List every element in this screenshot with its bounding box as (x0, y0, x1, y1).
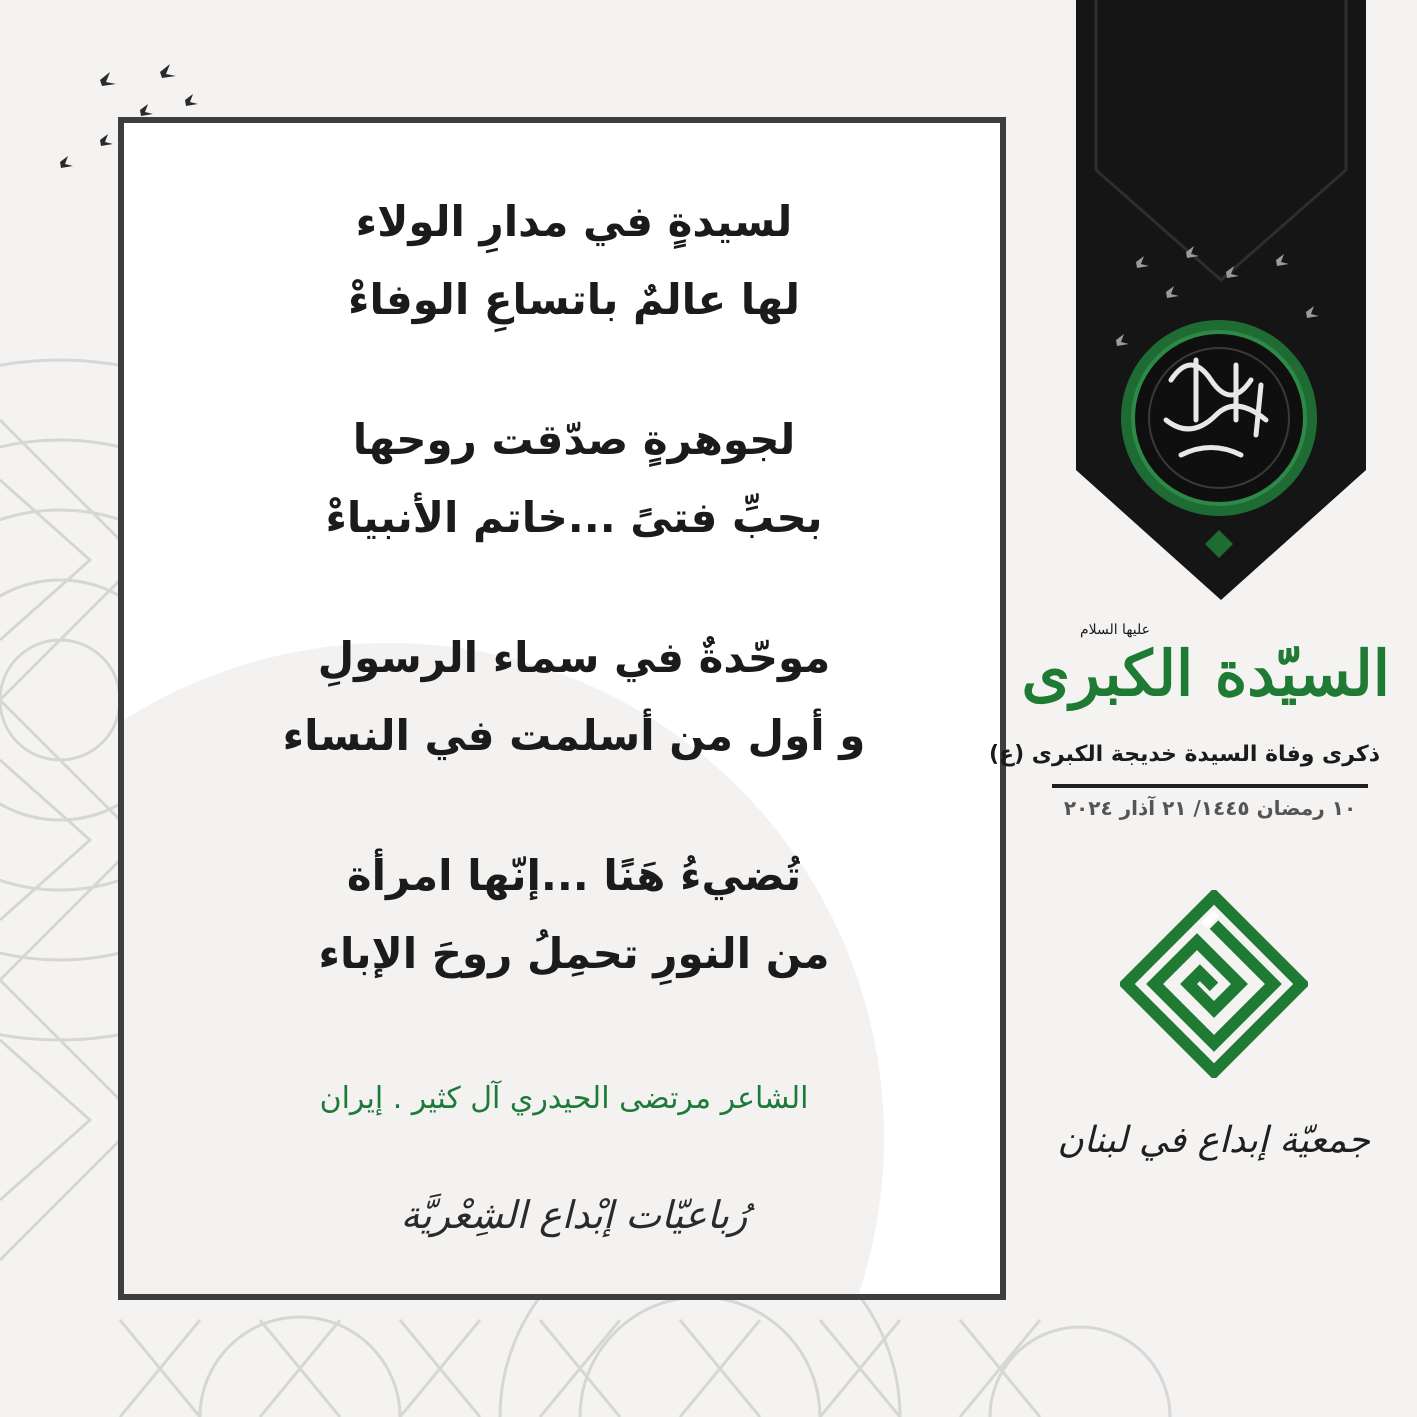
divider (1052, 784, 1368, 788)
kufic-square-logo-icon (1120, 890, 1308, 1078)
stanza-1 (124, 183, 1006, 339)
verse: و أول من أسلمت في النساء (282, 711, 866, 760)
mourning-banner (1076, 0, 1366, 605)
verse: لجوهرةٍ صدّقت روحها (352, 415, 796, 464)
verse: موحّدةٌ في سماء الرسولِ (317, 633, 831, 682)
verse: تُضيءُ هَنًا ...إنّها امرأة (346, 851, 802, 900)
event-title: السيّدة الكبرى (1021, 637, 1390, 710)
honorific: عليها السلام (1079, 622, 1150, 638)
series-title: رُباعيّات إبْداع الشِعْريَّة (400, 1193, 748, 1237)
verse: بحبِّ فتىً ...خاتم الأنبياءْ (325, 493, 823, 542)
verse: لها عالمٌ باتساعِ الوفاءْ (347, 275, 801, 324)
poem (124, 183, 1006, 1055)
stanza-4 (124, 837, 1006, 993)
verse: من النورِ تحمِلُ روحَ الإباء (318, 929, 830, 978)
stanza-3 (124, 619, 1006, 775)
stanza-2 (124, 401, 1006, 557)
poem-card (118, 117, 1006, 1300)
event-title-block (1021, 622, 1390, 720)
event-date: ١٠ رمضان ١٤٤٥/ ٢١ آذار ٢٠٢٤ (1063, 796, 1357, 820)
verse: لسيدةٍ في مدارِ الولاء (355, 197, 793, 246)
poet-credit: الشاعر مرتضى الحيدري آل كثير . إيران (319, 1081, 809, 1116)
organization-name: جمعيّة إبداع في لبنان (1057, 1120, 1370, 1161)
event-subtitle: ذكرى وفاة السيدة خديجة الكبرى (ع) (988, 742, 1380, 767)
